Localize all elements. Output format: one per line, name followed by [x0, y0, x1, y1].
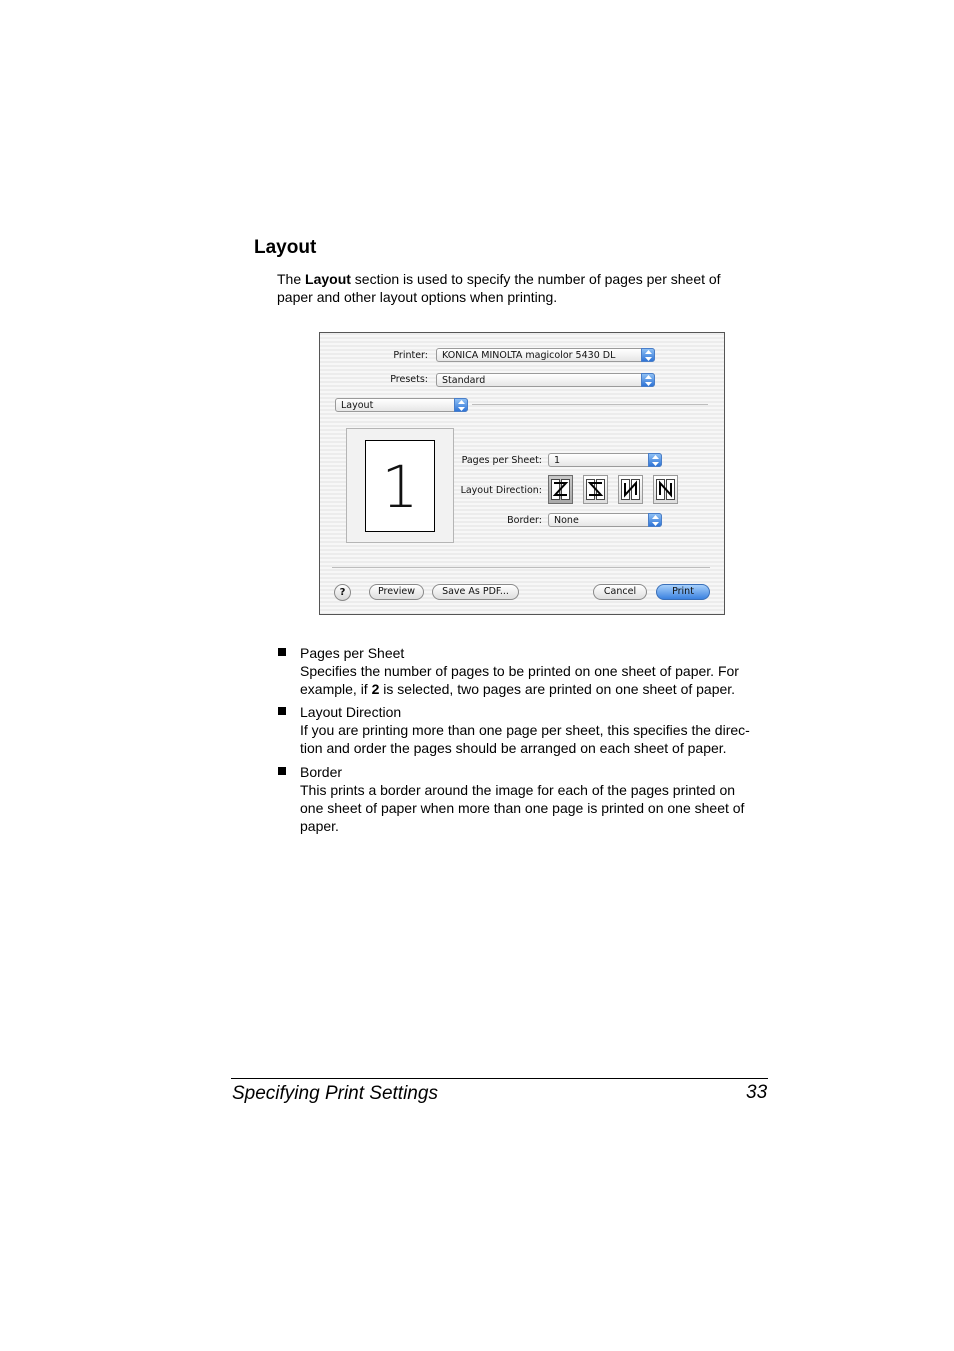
section-heading: Layout — [254, 237, 317, 258]
popup-arrows-icon — [641, 373, 655, 387]
preview-page — [365, 440, 435, 532]
z-left-right-icon — [551, 479, 570, 500]
list-item-text-bold: 2 — [371, 681, 380, 697]
layout-direction-s-button[interactable] — [583, 475, 608, 504]
panel-value: Layout — [341, 400, 374, 411]
pages-per-sheet-label: Pages per Sheet: — [461, 455, 542, 466]
list-item — [300, 703, 770, 757]
popup-arrows-icon — [641, 348, 655, 362]
intro-suffix: section is used to specify the number of pages per sheet of paper and other layout options when printing. — [277, 271, 721, 305]
layout-direction-n-reverse-button[interactable] — [653, 475, 678, 504]
layout-direction-label: Layout Direction: — [460, 485, 542, 496]
list-item-text — [300, 662, 770, 698]
presets-popup[interactable] — [436, 373, 655, 387]
popup-arrows-icon — [648, 513, 662, 527]
preview-button[interactable]: Preview — [369, 584, 424, 600]
intro-paragraph — [277, 270, 757, 306]
list-item — [300, 644, 770, 698]
footer-rule — [231, 1078, 768, 1079]
list-item-text-suffix: is selected, two pages are printed on one sheet of paper. — [379, 681, 736, 697]
n-reverse-icon — [656, 479, 675, 500]
intro-prefix: The — [277, 271, 306, 287]
list-item-text: If you are printing more than one page per sheet, this specifies the direc-tion and order the pages should be arranged on each sheet of paper. — [300, 722, 750, 756]
bottom-separator — [332, 567, 710, 568]
panel-popup[interactable] — [335, 398, 468, 412]
list-item-title: Border — [300, 764, 343, 780]
pages-per-sheet-value: 1 — [554, 455, 561, 466]
help-button[interactable]: ? — [334, 584, 351, 601]
presets-label: Presets: — [390, 374, 428, 385]
border-label: Border: — [507, 515, 542, 526]
print-button[interactable]: Print — [656, 584, 710, 600]
printer-popup[interactable] — [436, 348, 655, 362]
preview-page-number: 1 — [381, 453, 419, 521]
bullet-marker — [278, 648, 286, 656]
layout-preview — [346, 428, 454, 543]
list-item — [300, 763, 760, 835]
pages-per-sheet-popup[interactable] — [548, 453, 662, 467]
printer-value: KONICA MINOLTA magicolor 5430 DL — [442, 350, 616, 361]
save-as-pdf-button[interactable]: Save As PDF... — [432, 584, 519, 600]
layout-direction-n-button[interactable] — [618, 475, 643, 504]
n-top-bottom-icon — [621, 479, 640, 500]
layout-direction-z-button[interactable] — [548, 475, 573, 504]
bullet-marker — [278, 767, 286, 775]
popup-arrows-icon — [648, 453, 662, 467]
list-item-title: Pages per Sheet — [300, 645, 405, 661]
page-number: 33 — [746, 1082, 768, 1103]
print-dialog — [319, 332, 725, 615]
list-item-text: This prints a border around the image for each of the pages printed on one sheet of paper when more than one page is printed on one sheet of paper. — [300, 782, 745, 834]
presets-value: Standard — [442, 375, 486, 386]
footer-title: Specifying Print Settings — [232, 1083, 438, 1104]
border-value: None — [554, 515, 579, 526]
list-item-text-prefix: Specifies the number of pages to be printed on one sheet of paper. For example, if — [300, 663, 739, 697]
panel-separator — [472, 404, 708, 405]
printer-label: Printer: — [393, 350, 428, 361]
intro-bold: Layout — [305, 271, 351, 287]
s-right-left-icon — [586, 479, 605, 500]
bullet-marker — [278, 707, 286, 715]
cancel-button[interactable]: Cancel — [593, 584, 647, 600]
popup-arrows-icon — [454, 398, 468, 412]
border-popup[interactable] — [548, 513, 662, 527]
list-item-title: Layout Direction — [300, 704, 402, 720]
